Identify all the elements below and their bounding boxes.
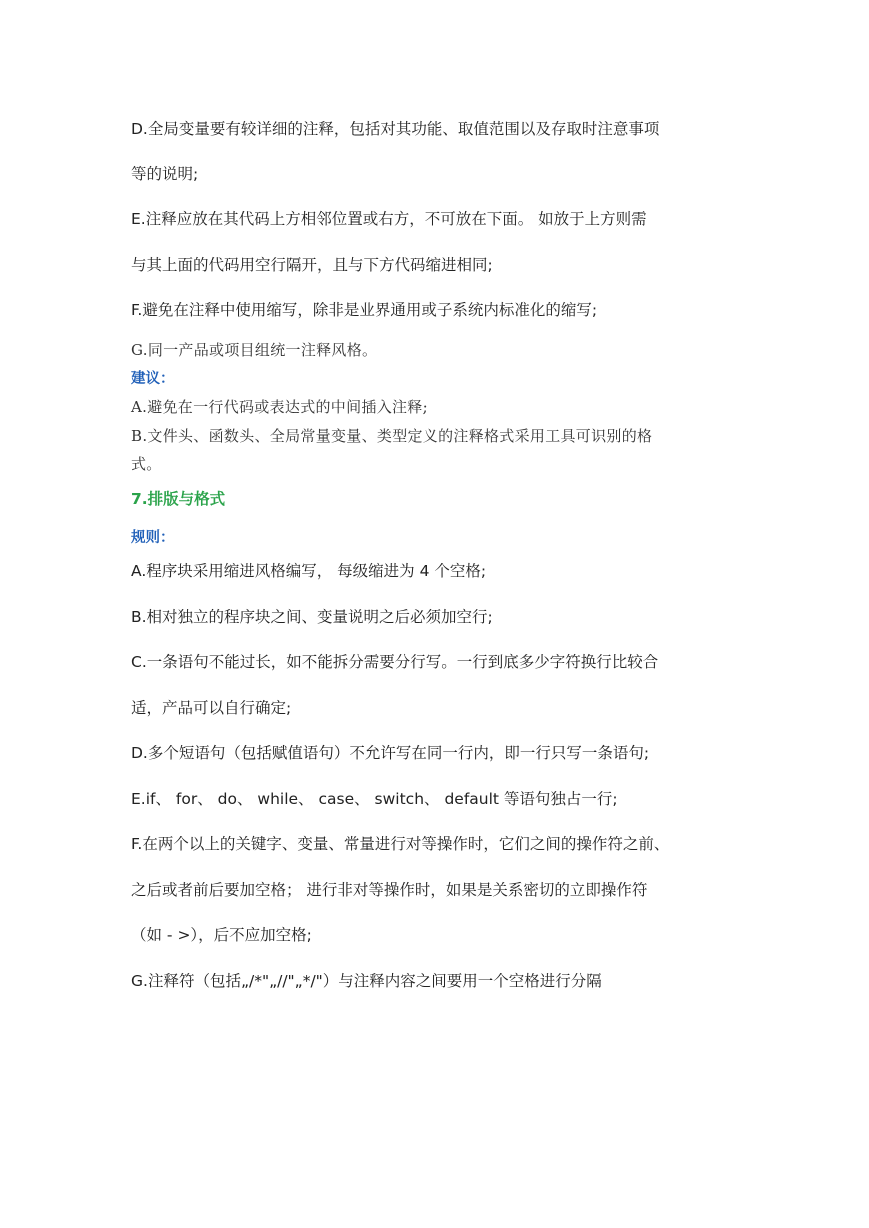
text-line: G.同一产品或项目组统一注释风格。 xyxy=(131,341,378,359)
text-line: 之后或者前后要加空格； 进行非对等操作时，如果是关系密切的立即操作符 xyxy=(131,881,648,899)
text-line: （如 - >），后不应加空格; xyxy=(131,926,312,944)
text-line: A.程序块采用缩进风格编写， 每级缩进为 4 个空格; xyxy=(131,562,487,580)
text-line: 式。 xyxy=(131,455,162,473)
text-line: D.多个短语句（包括赋值语句）不允许写在同一行内，即一行只写一条语句; xyxy=(131,744,650,762)
text-line: 等的说明; xyxy=(131,165,199,183)
text-line: G.注释符（包括„/*"„//"„*/"）与注释内容之间要用一个空格进行分隔 xyxy=(131,972,602,990)
text-line: B.相对独立的程序块之间、变量说明之后必须加空行; xyxy=(131,608,493,626)
text-line: F.避免在注释中使用缩写，除非是业界通用或子系统内标准化的缩写; xyxy=(131,301,598,319)
text-line: C.一条语句不能过长，如不能拆分需要分行写。一行到底多少字符换行比较合 xyxy=(131,653,659,671)
section-subheading-rules: 规则： xyxy=(131,530,175,546)
text-line: 适，产品可以自行确定; xyxy=(131,699,292,717)
text-line: E.注释应放在其代码上方相邻位置或右方，不可放在下面。 如放于上方则需 xyxy=(131,210,647,228)
section-subheading-suggestions: 建议： xyxy=(131,371,175,387)
text-line: 与其上面的代码用空行隔开，且与下方代码缩进相同; xyxy=(131,256,493,274)
text-line: B.文件头、函数头、全局常量变量、类型定义的注释格式采用工具可识别的格 xyxy=(131,427,653,445)
text-line: A.避免在一行代码或表达式的中间插入注释; xyxy=(131,398,428,416)
text-line: D.全局变量要有较详细的注释，包括对其功能、取值范围以及存取时注意事项 xyxy=(131,120,660,138)
text-line: E.if、 for、 do、 while、 case、 switch、 default 等语句独占一行; xyxy=(131,790,618,808)
section-heading-layout-format: 7.排版与格式 xyxy=(131,490,226,508)
text-line: F.在两个以上的关键字、变量、常量进行对等操作时，它们之间的操作符之前、 xyxy=(131,835,670,853)
